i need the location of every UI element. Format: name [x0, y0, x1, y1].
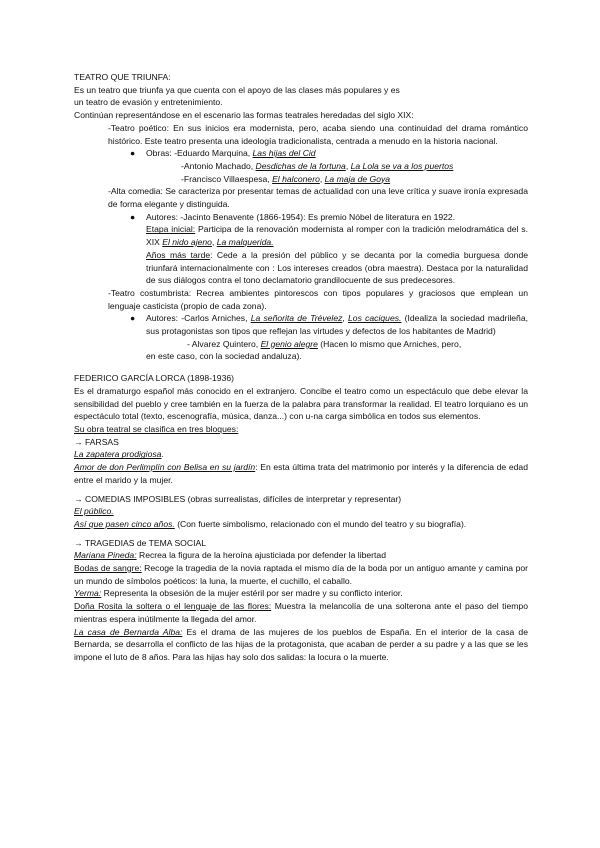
paragraph-text: Muestra la melancolía de una solterona ante el paso del tiempo mientras espera inútilmente la llegada del amor. — [74, 601, 528, 624]
paragraph-text: Es el drama de las mujeres de los pueblos de España. En el interior de la casa de Bernarda, se desarrolla el conflicto de las hijas de la protagonista, que acaban de perder a su padre y a las que se les impone el luto de 8 años. Para las hijas hay solo dos salidas: la locura o la muerte. — [74, 626, 528, 662]
paragraph-text: Representa la obsesión de la mujer estéril por ser madre y su conflicto interior. — [101, 588, 403, 599]
paragraph: en este caso, con la sociedad andaluza). — [146, 351, 302, 362]
section-title-teatro: TEATRO QUE TRIUNFA: — [74, 72, 171, 82]
work-title: Así que pasen cinco años. — [74, 518, 175, 529]
subheading-bloques: Su obra teatral se clasifica en tres bloques: — [74, 423, 239, 434]
heading-farsas: → FARSAS — [74, 436, 119, 447]
work-line — [74, 626, 528, 664]
section-title-lorca: FEDERICO GARCÍA LORCA (1898-1936) — [74, 373, 234, 384]
work-line — [74, 600, 528, 625]
paragraph-text: Recoge la tragedia de la novia raptada el mismo día de la boda por un antiguo amante y camina por un mundo de símbolos poéticos: la luna, la muerte, el cuchillo, el caballo. — [74, 563, 528, 586]
bullet-icon: ● — [130, 148, 136, 159]
author-name: -Francisco Villaespesa, — [181, 173, 273, 184]
author-line — [187, 338, 528, 351]
punctuation: . — [161, 449, 164, 460]
bullet-obras — [130, 147, 528, 160]
bullet-autores-benavente — [130, 211, 528, 224]
bullet-text: Autores: -Carlos Arniches, — [146, 313, 251, 324]
paragraph: Continúan representándose en el escenario las formas teatrales heredadas del siglo XIX: — [74, 110, 414, 121]
work-line — [74, 562, 528, 587]
work-title: El público. — [74, 506, 114, 517]
paragraph-text: : Cede a la presión del público y se decanta por la comedia burguesa donde triunfará internacionalmente con : Los intereses creados (obra maestra). Destaca por la naturalidad de sus diálogos contra el tono declamatorio grandilocuente de sus predecesores. — [146, 249, 529, 286]
work-line — [74, 461, 528, 486]
bullet-icon: ● — [130, 313, 136, 324]
work-title: Amor de don Perlimplín con Belisa en su jardín — [74, 462, 256, 473]
spacer — [74, 363, 528, 372]
separator: , — [345, 160, 351, 171]
paragraph-anos-mas-tarde — [146, 249, 528, 287]
author-name: -Eduardo Marquina, — [174, 148, 253, 159]
paragraph: Es un teatro que triunfa ya que cuenta con el apoyo de las clases más populares y es — [74, 84, 400, 95]
bullet-text: (Idealiza la sociedad madrileña, sus protagonistas son tipos que reflejan las virtudes y defectos de los habitantes de Madrid) — [146, 313, 529, 337]
bullet-icon: ● — [130, 211, 136, 222]
work-title: La malquerida. — [216, 237, 274, 248]
work-line — [74, 549, 528, 562]
author-name: - Alvarez Quintero, — [187, 338, 261, 349]
separator: , — [211, 237, 217, 248]
author-name: -Antonio Machado, — [181, 160, 256, 171]
paragraph-text: : En esta última trata del matrimonio por interés y la diferencia de edad entre el marido y la mujer. — [74, 462, 528, 485]
bullet-text: Autores: -Jacinto Benavente (1866-1954): Es premio Nóbel de literatura en 1922. — [146, 211, 456, 222]
work-title: Las hijas del Cid — [252, 148, 316, 159]
paragraph-lorca-intro: Es el dramaturgo español más conocido en el extranjero. Concibe el teatro como un espectáculo que debe elevar la sensibilidad del pueblo y cree también en la fuerza de la palabra para transformar la realidad. El teatro lorquiano es un espectáculo total (texto, escenografía, música, danza...) con u-na carga simbólica en todos sus elementos. — [74, 385, 528, 422]
work-title: Yerma: — [74, 588, 102, 599]
author-line — [181, 173, 528, 186]
subheading-anos-mas-tarde: Años más tarde — [146, 249, 211, 260]
paragraph-etapa-inicial — [146, 223, 528, 248]
work-title: Doña Rosita la soltera o el lenguaje de las flores: — [74, 601, 272, 612]
heading-comedias: → COMEDIAS IMPOSIBLES (obras surrealistas, difíciles de interpretar y representar) — [74, 493, 402, 504]
work-title: La maja de Goya — [324, 173, 391, 184]
work-title: Mariana Pineda: — [74, 550, 137, 561]
paragraph-teatro-costumbrista: -Teatro costumbrista: Recrea ambientes pintorescos con tipos populares y graciosos que emplean un lenguaje casticista (propio de cada zona). — [108, 287, 528, 311]
separator: , — [319, 173, 325, 184]
work-title: La Lola se va a los puertos — [350, 160, 454, 171]
author-line — [181, 160, 528, 173]
paragraph: un teatro de evasión y entretenimiento. — [74, 97, 223, 108]
bullet-autores-arniches — [130, 312, 528, 337]
work-title: La señorita de Trévelez — [250, 313, 343, 324]
work-title: El halconero — [272, 173, 320, 184]
subheading-etapa-inicial: Etapa inicial: — [146, 224, 196, 235]
paragraph-text: (Con fuerte simbolismo, relacionado con el mundo del teatro y su biografía). — [174, 518, 467, 529]
work-title: La zapatera prodigiosa — [74, 449, 162, 460]
work-line — [74, 448, 528, 461]
paragraph-alta-comedia: -Alta comedia: Se caracteriza por presentar temas de actualidad con una leve crítica y suave ironía expresada de forma elegante y distinguida. — [108, 186, 528, 210]
work-title: Los caciques. — [348, 313, 402, 324]
work-title: La casa de Bernarda Alba: — [74, 626, 183, 637]
paragraph-text: (Hacen lo mismo que Arniches, pero, — [317, 338, 462, 349]
work-title: El nido ajeno — [162, 237, 212, 248]
document-body — [74, 71, 528, 664]
heading-tragedias: → TRAGEDIAS de TEMA SOCIAL — [74, 537, 206, 548]
separator: , — [342, 313, 349, 324]
paragraph-text: Recrea la figura de la heroína ajusticiada por defender la libertad — [136, 550, 386, 561]
bullet-label: Obras: — [146, 148, 175, 159]
paragraph-teatro-poetico: -Teatro poético: En sus inicios era modernista, pero, acaba siendo una continuidad del drama romántico histórico. Este teatro presenta una ideología tradicionalista, centrada a menudo en la historia nacional. — [108, 122, 528, 146]
work-title: El genio alegre — [260, 338, 318, 349]
paragraph-text: Participa de la renovación modernista al romper con la tradición melodramática del s. XIX — [146, 224, 528, 248]
work-line — [74, 587, 528, 600]
work-title: Bodas de sangre: — [74, 563, 142, 574]
work-title: Desdichas de la fortuna — [255, 160, 346, 171]
work-line — [74, 518, 528, 531]
